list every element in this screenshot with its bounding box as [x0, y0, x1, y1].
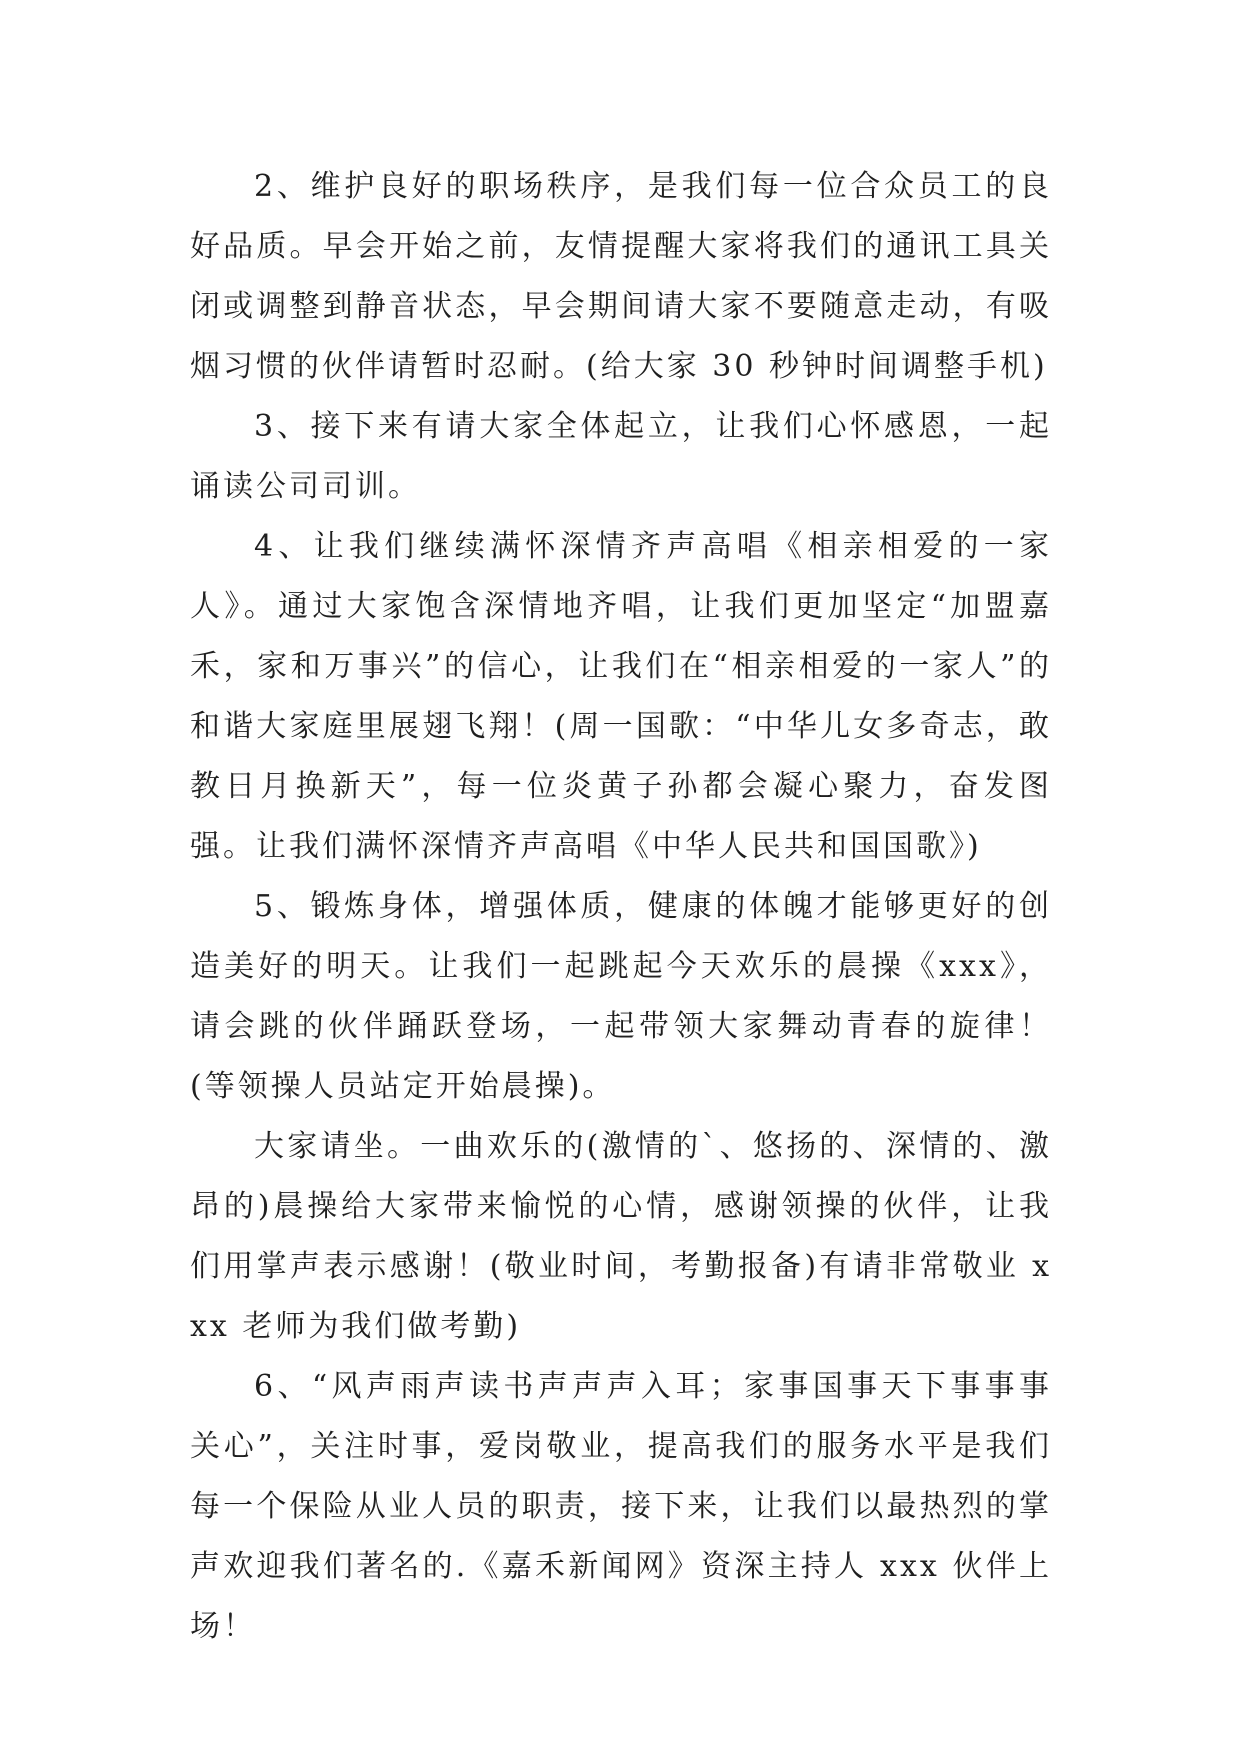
document-body	[190, 157, 1052, 1657]
paragraph-item-4: 4、让我们继续满怀深情齐声高唱《相亲相爱的一家人》。通过大家饱含深情地齐唱，让我们更加坚定“加盟嘉禾，家和万事兴”的信心，让我们在“相亲相爱的一家人”的和谐大家庭里展翅飞翔！(周一国歌：“中华儿女多奇志，敢教日月换新天”，每一位炎黄子孙都会凝心聚力，奋发图强。让我们满怀深情齐声高唱《中华人民共和国国歌》)	[190, 529, 1052, 864]
paragraph-item-2: 2、维护良好的职场秩序，是我们每一位合众员工的良好品质。早会开始之前，友情提醒大家将我们的通讯工具关闭或调整到静音状态，早会期间请大家不要随意走动，有吸烟习惯的伙伴请暂时忍耐。(给大家 30 秒钟时间调整手机)	[190, 169, 1052, 384]
paragraph-item-5: 5、锻炼身体，增强体质，健康的体魄才能够更好的创造美好的明天。让我们一起跳起今天欢乐的晨操《xxx》，请会跳的伙伴踊跃登场，一起带领大家舞动青春的旋律！(等领操人员站定开始晨操)。	[190, 889, 1052, 1104]
paragraph-item-6: 6、“风声雨声读书声声声入耳；家事国事天下事事事关心”，关注时事，爱岗敬业，提高我们的服务水平是我们每一个保险从业人员的职责，接下来，让我们以最热烈的掌声欢迎我们著名的.《嘉禾新闻网》资深主持人 xxx 伙伴上场！	[190, 1369, 1052, 1644]
paragraph-closing-remarks: 大家请坐。一曲欢乐的(激情的`、悠扬的、深情的、激昂的)晨操给大家带来愉悦的心情，感谢领操的伙伴，让我们用掌声表示感谢！(敬业时间，考勤报备)有请非常敬业 xxx 老师为我们做考勤)	[190, 1129, 1052, 1344]
paragraph-item-3: 3、接下来有请大家全体起立，让我们心怀感恩，一起诵读公司司训。	[190, 409, 1052, 504]
